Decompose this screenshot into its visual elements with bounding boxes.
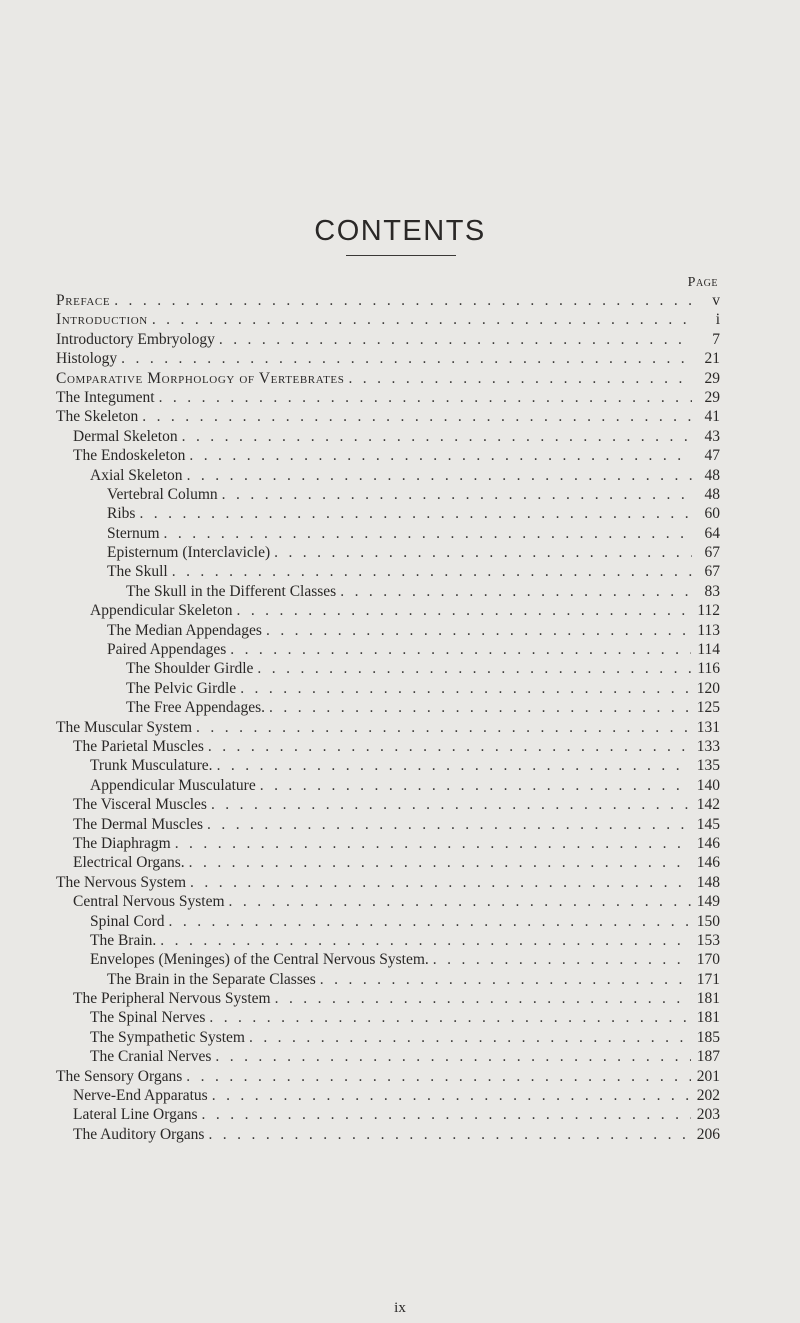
toc-entry-title: Histology xyxy=(56,350,118,368)
toc-entry xyxy=(56,756,720,775)
toc-entry xyxy=(56,912,720,931)
toc-entry xyxy=(56,698,720,717)
toc-entry xyxy=(56,1125,720,1144)
toc-entry-page: v xyxy=(712,292,720,309)
toc-entry-title: The Diaphragm xyxy=(73,834,171,852)
toc-entry-title: The Free Appendages. xyxy=(126,699,266,717)
toc-entry-page: i xyxy=(715,311,720,329)
toc-entry-page: 113 xyxy=(697,621,720,639)
dot-leader xyxy=(266,621,691,640)
toc-entry xyxy=(56,659,720,678)
toc-entry-page: 150 xyxy=(696,912,720,930)
dot-leader xyxy=(215,1047,690,1066)
dot-leader xyxy=(160,931,690,950)
toc-entry-page: 48 xyxy=(704,466,720,484)
toc-entry-page: 181 xyxy=(696,990,720,1008)
toc-entry-page: 67 xyxy=(704,563,720,581)
toc-entry-title: The Visceral Muscles xyxy=(73,796,207,814)
toc-entry-title: Paired Appendages xyxy=(107,641,227,659)
toc-entry-page: 29 xyxy=(704,369,720,387)
toc-entry xyxy=(56,504,720,523)
toc-entry-title: The Dermal Muscles xyxy=(73,815,203,833)
toc-entry-title: The Skeleton xyxy=(56,408,139,426)
toc-entry-title: The Cranial Nerves xyxy=(90,1048,212,1066)
toc-entry xyxy=(56,562,720,581)
toc-entry-title: Appendicular Skeleton xyxy=(90,602,233,620)
toc-entry-page: 145 xyxy=(696,815,720,833)
toc-entry xyxy=(56,815,720,834)
dot-leader xyxy=(196,718,691,737)
dot-leader xyxy=(236,601,691,620)
toc-entry xyxy=(56,543,720,562)
dot-leader xyxy=(340,582,692,601)
toc-entry-title: The Median Appendages xyxy=(107,621,262,639)
toc-entry xyxy=(56,1067,720,1086)
toc-entry-title: Axial Skeleton xyxy=(90,466,183,484)
toc-entry-page: 135 xyxy=(696,757,720,775)
title-rule xyxy=(346,255,456,256)
toc-entry-page: 125 xyxy=(696,699,720,717)
dot-leader xyxy=(187,466,692,485)
toc-entry-page: 41 xyxy=(704,408,720,426)
toc-entry-page: 185 xyxy=(696,1028,720,1046)
toc-entry-page: 83 xyxy=(704,582,720,600)
toc-entry xyxy=(56,989,720,1008)
toc-entry xyxy=(56,1086,720,1105)
dot-leader xyxy=(217,756,691,775)
dot-leader xyxy=(257,659,691,678)
dot-leader xyxy=(189,446,692,465)
dot-leader xyxy=(274,543,692,562)
toc-entry-title: The Brain in the Separate Classes xyxy=(107,970,316,988)
toc-entry xyxy=(56,407,720,426)
dot-leader xyxy=(320,970,691,989)
toc-entry xyxy=(56,931,720,950)
toc-entry-title: The Sensory Organs xyxy=(56,1067,183,1085)
toc-entry xyxy=(56,776,720,795)
dot-leader xyxy=(348,369,692,388)
toc-entry-page: 181 xyxy=(696,1009,720,1027)
dot-leader xyxy=(190,873,691,892)
toc-entry-page: 29 xyxy=(704,388,720,406)
toc-entry xyxy=(56,795,720,814)
toc-entry-title: Vertebral Column xyxy=(107,485,218,503)
toc-entry-title: Envelopes (Meninges) of the Central Nervous System. xyxy=(90,951,429,969)
dot-leader xyxy=(212,1086,691,1105)
toc-entry-page: 60 xyxy=(704,505,720,523)
dot-leader xyxy=(182,427,692,446)
toc-entry-title: The Nervous System xyxy=(56,873,187,891)
dot-leader xyxy=(114,291,692,310)
dot-leader xyxy=(164,524,692,543)
toc-entry-title: Central Nervous System xyxy=(73,893,225,911)
dot-leader xyxy=(208,737,691,756)
toc-entry-page: 146 xyxy=(696,854,720,872)
dot-leader xyxy=(207,815,691,834)
dot-leader xyxy=(219,330,692,349)
toc-entry xyxy=(56,737,720,756)
toc-entry-title: The Pelvic Girdle xyxy=(126,679,237,697)
dot-leader xyxy=(222,485,692,504)
toc-entry-title: Nerve-End Apparatus xyxy=(73,1087,208,1105)
toc-entry-page: 201 xyxy=(696,1067,720,1085)
toc-entry-title: The Muscular System xyxy=(56,718,193,736)
toc-entry-page: 131 xyxy=(696,718,720,736)
toc-entry xyxy=(56,446,720,465)
dot-leader xyxy=(229,892,691,911)
toc-entry-page: 67 xyxy=(704,544,720,562)
toc-entry-page: 187 xyxy=(696,1048,720,1066)
toc-entry xyxy=(56,1008,720,1027)
toc-entry xyxy=(56,601,720,620)
toc-entry xyxy=(56,427,720,446)
toc-entry xyxy=(56,621,720,640)
dot-leader xyxy=(189,853,691,872)
toc-entry-title: The Skull xyxy=(107,563,168,581)
toc-entry-page: 43 xyxy=(704,427,720,445)
toc-entry xyxy=(56,1047,720,1066)
dot-leader xyxy=(121,349,692,368)
dot-leader xyxy=(209,1008,690,1027)
toc-entry-page: 203 xyxy=(696,1106,720,1124)
toc-entry-page: 112 xyxy=(697,602,720,620)
toc-entry xyxy=(56,310,720,329)
dot-leader xyxy=(249,1028,691,1047)
dot-leader xyxy=(240,679,691,698)
toc-entry xyxy=(56,853,720,872)
toc-entry-title: Introduction xyxy=(56,311,148,329)
toc-entry-page: 120 xyxy=(696,679,720,697)
toc-entry xyxy=(56,1028,720,1047)
toc-entry-page: 153 xyxy=(696,931,720,949)
toc-entry-page: 149 xyxy=(696,893,720,911)
toc-entry-title: The Shoulder Girdle xyxy=(126,660,254,678)
toc-entry-page: 48 xyxy=(704,485,720,503)
toc-entry xyxy=(56,892,720,911)
dot-leader xyxy=(139,504,692,523)
toc-entry xyxy=(56,873,720,892)
toc-entry-title: Dermal Skeleton xyxy=(73,427,178,445)
dot-leader xyxy=(172,562,692,581)
page-title: CONTENTS xyxy=(314,215,486,248)
toc-entry-title: The Parietal Muscles xyxy=(73,737,204,755)
dot-leader xyxy=(142,407,692,426)
dot-leader xyxy=(186,1067,690,1086)
toc-entry-page: 171 xyxy=(696,970,720,988)
toc-entry-title: Lateral Line Organs xyxy=(73,1106,198,1124)
toc-entry xyxy=(56,679,720,698)
toc-entry-page: 47 xyxy=(704,447,720,465)
toc-entry-page: 64 xyxy=(704,524,720,542)
toc-entry-title: Trunk Musculature. xyxy=(90,757,213,775)
toc-entry-page: 142 xyxy=(696,796,720,814)
toc-entry xyxy=(56,582,720,601)
toc-entry xyxy=(56,950,720,969)
dot-leader xyxy=(169,912,691,931)
dot-leader xyxy=(175,834,691,853)
toc-entry-page: 114 xyxy=(697,641,720,659)
toc-entry-title: The Integument xyxy=(56,388,155,406)
toc-entry-title: The Sympathetic System xyxy=(90,1028,245,1046)
toc-entry xyxy=(56,388,720,407)
toc-entry xyxy=(56,970,720,989)
dot-leader xyxy=(275,989,691,1008)
table-of-contents xyxy=(56,291,720,1144)
toc-entry xyxy=(56,485,720,504)
dot-leader xyxy=(152,310,692,329)
toc-entry-page: 21 xyxy=(704,350,720,368)
page-column-label: Page xyxy=(687,275,718,290)
toc-entry-title: Comparative Morphology of Vertebrates xyxy=(56,369,345,387)
dot-leader xyxy=(433,950,691,969)
toc-entry xyxy=(56,524,720,543)
toc-entry xyxy=(56,640,720,659)
toc-entry-title: Preface xyxy=(56,292,111,309)
toc-entry-page: 202 xyxy=(696,1087,720,1105)
toc-entry xyxy=(56,718,720,737)
toc-entry xyxy=(56,330,720,349)
toc-entry-title: Introductory Embryology xyxy=(56,330,215,348)
toc-entry-title: The Spinal Nerves xyxy=(90,1009,206,1027)
toc-entry xyxy=(56,291,720,310)
toc-entry xyxy=(56,466,720,485)
toc-entry-page: 170 xyxy=(696,951,720,969)
dot-leader xyxy=(208,1125,690,1144)
toc-entry-title: Electrical Organs. xyxy=(73,854,185,872)
toc-entry-page: 148 xyxy=(696,873,720,891)
dot-leader xyxy=(230,640,691,659)
toc-entry-title: The Peripheral Nervous System xyxy=(73,990,271,1008)
toc-entry-title: Ribs xyxy=(107,505,136,523)
toc-entry-title: The Brain. xyxy=(90,931,157,949)
toc-entry-page: 140 xyxy=(696,776,720,794)
dot-leader xyxy=(211,795,691,814)
toc-entry-page: 116 xyxy=(697,660,720,678)
toc-entry-title: Episternum (Interclavicle) xyxy=(107,544,271,562)
toc-entry-page: 7 xyxy=(712,330,720,348)
dot-leader xyxy=(260,776,691,795)
dot-leader xyxy=(202,1105,691,1124)
toc-entry-title: Sternum xyxy=(107,524,160,542)
page-number: ix xyxy=(394,1300,406,1316)
toc-entry-title: The Endoskeleton xyxy=(73,447,186,465)
toc-entry-title: The Auditory Organs xyxy=(73,1125,205,1143)
toc-entry-title: Appendicular Musculature xyxy=(90,776,256,794)
toc-entry-title: The Skull in the Different Classes xyxy=(126,582,337,600)
toc-entry-page: 146 xyxy=(696,834,720,852)
toc-entry-page: 206 xyxy=(696,1125,720,1143)
dot-leader xyxy=(269,698,691,717)
toc-entry-title: Spinal Cord xyxy=(90,912,165,930)
toc-entry xyxy=(56,834,720,853)
toc-entry xyxy=(56,1105,720,1124)
dot-leader xyxy=(159,388,692,407)
toc-entry xyxy=(56,349,720,368)
toc-entry-page: 133 xyxy=(696,737,720,755)
toc-entry xyxy=(56,369,720,388)
